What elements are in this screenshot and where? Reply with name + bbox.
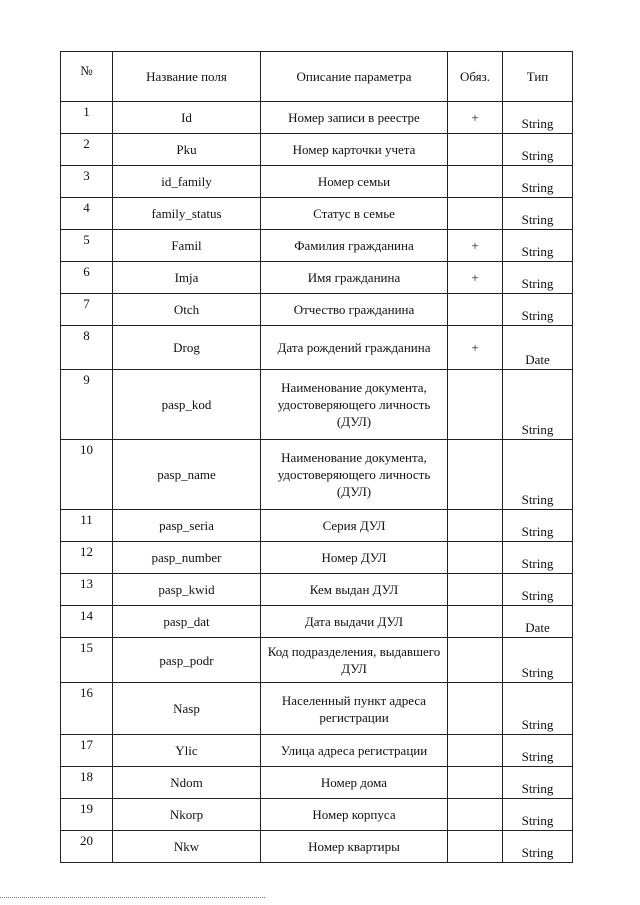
row-description: Номер карточки учета — [261, 134, 448, 166]
row-type: String — [503, 166, 573, 198]
row-type: String — [503, 230, 573, 262]
row-description: Отчество гражданина — [261, 294, 448, 326]
row-field-name: Famil — [113, 230, 261, 262]
row-field-name: pasp_podr — [113, 638, 261, 683]
row-field-name: Nkorp — [113, 799, 261, 831]
table-row — [61, 294, 573, 326]
table-row — [61, 542, 573, 574]
row-number: 18 — [61, 767, 113, 799]
row-type: String — [503, 574, 573, 606]
row-required-mark — [448, 370, 503, 440]
table-row — [61, 606, 573, 638]
row-field-name: Nkw — [113, 831, 261, 863]
row-field-name: pasp_name — [113, 440, 261, 510]
footer-dotted-rule — [0, 897, 265, 898]
row-field-name: pasp_kod — [113, 370, 261, 440]
row-required-mark — [448, 683, 503, 735]
row-number: 13 — [61, 574, 113, 606]
row-required-mark — [448, 574, 503, 606]
row-number: 8 — [61, 326, 113, 370]
row-type: String — [503, 370, 573, 440]
row-description: Номер дома — [261, 767, 448, 799]
row-description: Дата рождений гражданина — [261, 326, 448, 370]
row-required-mark — [448, 735, 503, 767]
table-row — [61, 166, 573, 198]
row-required-mark — [448, 198, 503, 230]
header-type: Тип — [503, 52, 573, 102]
row-field-name: pasp_kwid — [113, 574, 261, 606]
header-number: № — [61, 52, 113, 102]
row-number: 4 — [61, 198, 113, 230]
row-required-mark: + — [448, 326, 503, 370]
header-required: Обяз. — [448, 52, 503, 102]
row-type: String — [503, 735, 573, 767]
row-number: 9 — [61, 370, 113, 440]
row-required-mark — [448, 510, 503, 542]
row-number: 19 — [61, 799, 113, 831]
row-required-mark — [448, 831, 503, 863]
row-type: String — [503, 638, 573, 683]
row-required-mark — [448, 638, 503, 683]
row-description: Статус в семье — [261, 198, 448, 230]
table-row — [61, 799, 573, 831]
row-description: Кем выдан ДУЛ — [261, 574, 448, 606]
row-field-name: family_status — [113, 198, 261, 230]
row-field-name: Drog — [113, 326, 261, 370]
row-number: 17 — [61, 735, 113, 767]
row-description: Номер ДУЛ — [261, 542, 448, 574]
row-required-mark — [448, 767, 503, 799]
row-description: Серия ДУЛ — [261, 510, 448, 542]
row-description: Наименование документа, удостоверяющего личность (ДУЛ) — [261, 370, 448, 440]
table-row — [61, 370, 573, 440]
row-type: String — [503, 440, 573, 510]
table-row — [61, 510, 573, 542]
row-field-name: pasp_dat — [113, 606, 261, 638]
row-number: 16 — [61, 683, 113, 735]
row-type: String — [503, 134, 573, 166]
row-required-mark: + — [448, 230, 503, 262]
row-field-name: pasp_number — [113, 542, 261, 574]
row-field-name: Id — [113, 102, 261, 134]
table-row — [61, 638, 573, 683]
header-description: Описание параметра — [261, 52, 448, 102]
row-description: Номер корпуса — [261, 799, 448, 831]
table-body — [61, 102, 573, 863]
row-required-mark — [448, 799, 503, 831]
row-required-mark: + — [448, 262, 503, 294]
row-field-name: Otch — [113, 294, 261, 326]
row-description: Дата выдачи ДУЛ — [261, 606, 448, 638]
table-row — [61, 198, 573, 230]
table-row — [61, 440, 573, 510]
row-description: Населенный пункт адреса регистрации — [261, 683, 448, 735]
row-number: 20 — [61, 831, 113, 863]
table-row — [61, 683, 573, 735]
row-type: Date — [503, 326, 573, 370]
row-type: String — [503, 294, 573, 326]
row-number: 5 — [61, 230, 113, 262]
table-row — [61, 574, 573, 606]
table-row — [61, 230, 573, 262]
row-description: Код подразделения, выдавшего ДУЛ — [261, 638, 448, 683]
row-field-name: Pku — [113, 134, 261, 166]
row-type: Date — [503, 606, 573, 638]
row-required-mark — [448, 166, 503, 198]
table-row — [61, 831, 573, 863]
row-number: 12 — [61, 542, 113, 574]
header-field-name: Название поля — [113, 52, 261, 102]
row-description: Наименование документа, удостоверяющего личность (ДУЛ) — [261, 440, 448, 510]
table-row — [61, 102, 573, 134]
row-number: 14 — [61, 606, 113, 638]
row-type: String — [503, 542, 573, 574]
row-type: String — [503, 683, 573, 735]
row-number: 3 — [61, 166, 113, 198]
row-field-name: pasp_seria — [113, 510, 261, 542]
row-required-mark — [448, 440, 503, 510]
row-field-name: Ndom — [113, 767, 261, 799]
row-description: Номер записи в реестре — [261, 102, 448, 134]
row-type: String — [503, 102, 573, 134]
table-header-row — [61, 52, 573, 102]
row-required-mark — [448, 606, 503, 638]
row-type: String — [503, 831, 573, 863]
row-required-mark — [448, 542, 503, 574]
table-row — [61, 767, 573, 799]
row-number: 1 — [61, 102, 113, 134]
row-description: Номер квартиры — [261, 831, 448, 863]
row-field-name: Nasp — [113, 683, 261, 735]
row-description: Улица адреса регистрации — [261, 735, 448, 767]
row-type: String — [503, 767, 573, 799]
table-row — [61, 326, 573, 370]
row-required-mark — [448, 134, 503, 166]
row-type: String — [503, 510, 573, 542]
row-type: String — [503, 262, 573, 294]
row-number: 6 — [61, 262, 113, 294]
row-field-name: id_family — [113, 166, 261, 198]
table-row — [61, 134, 573, 166]
row-number: 2 — [61, 134, 113, 166]
row-type: String — [503, 198, 573, 230]
row-required-mark: + — [448, 102, 503, 134]
row-number: 10 — [61, 440, 113, 510]
row-field-name: Ylic — [113, 735, 261, 767]
row-field-name: Imja — [113, 262, 261, 294]
row-number: 15 — [61, 638, 113, 683]
row-number: 11 — [61, 510, 113, 542]
row-description: Фамилия гражданина — [261, 230, 448, 262]
row-description: Имя гражданина — [261, 262, 448, 294]
fields-table — [60, 51, 573, 863]
table-row — [61, 735, 573, 767]
row-required-mark — [448, 294, 503, 326]
row-number: 7 — [61, 294, 113, 326]
row-description: Номер семьи — [261, 166, 448, 198]
table-row — [61, 262, 573, 294]
row-type: String — [503, 799, 573, 831]
